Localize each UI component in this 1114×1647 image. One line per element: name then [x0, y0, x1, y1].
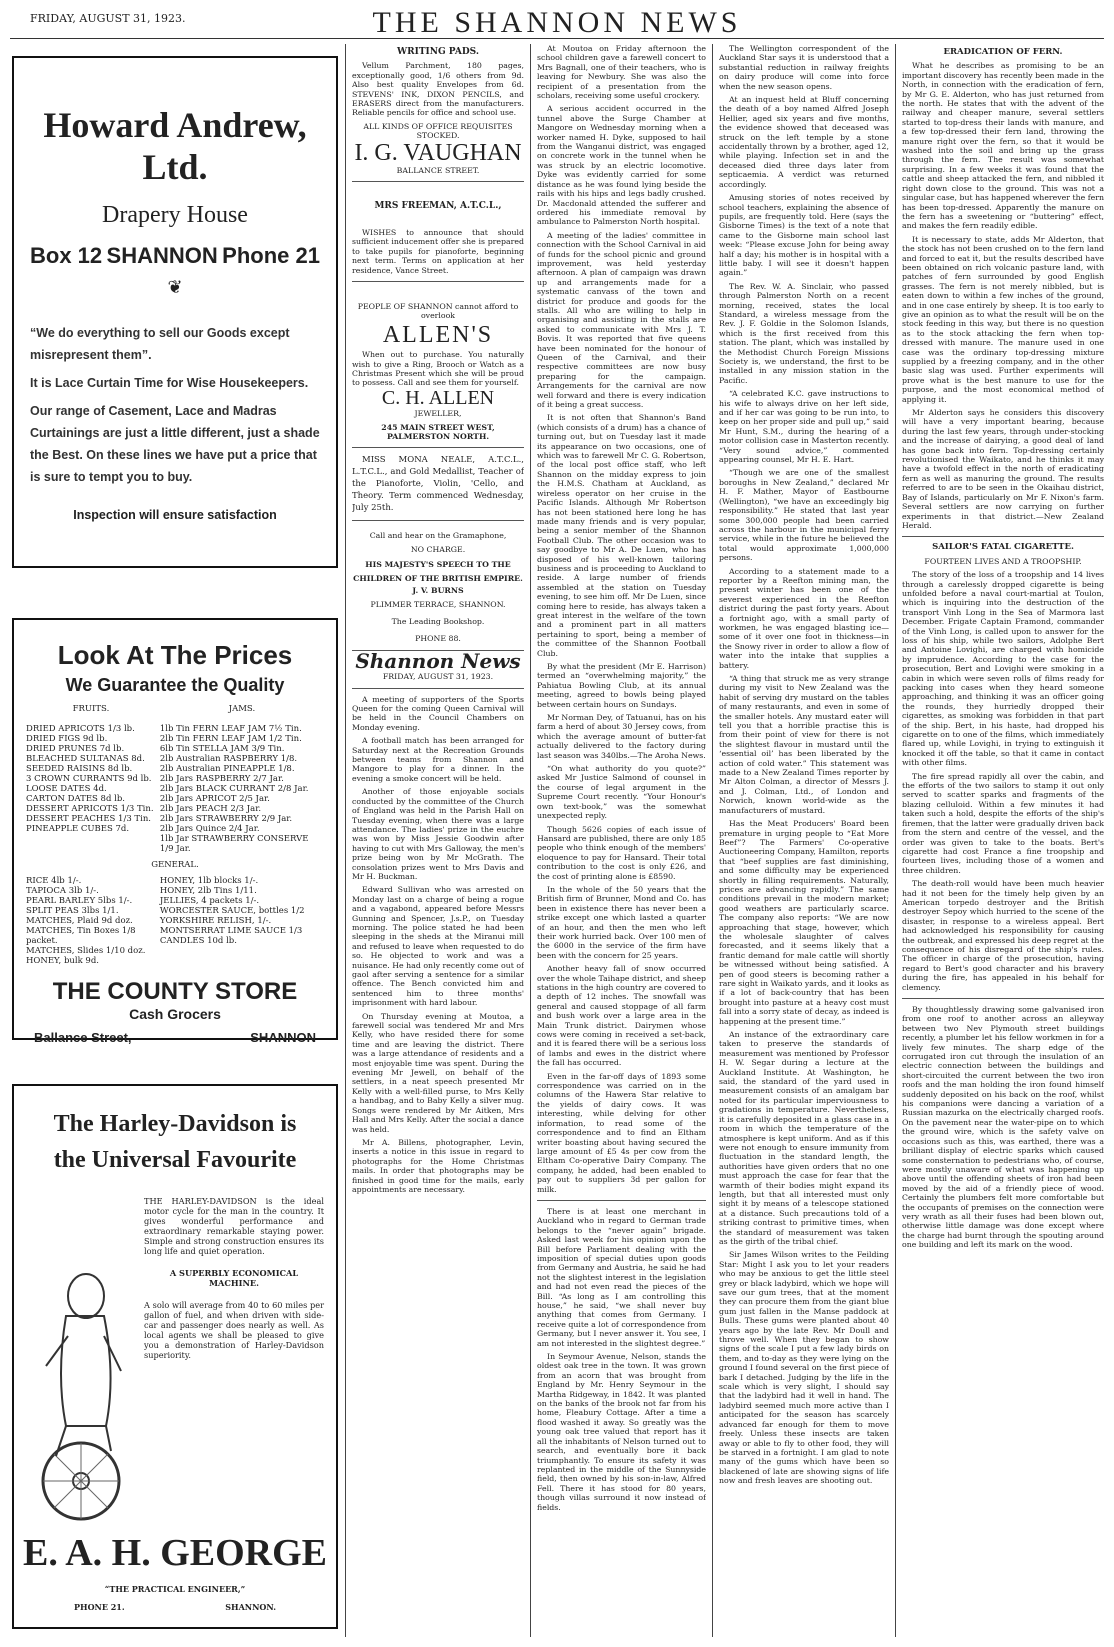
news-item: The Rev. W. A. Sinclair, who passed through Palmerston North on a recent morning, received, states the local Standard, a wireless message from the Rev. J. F. Goldie in the Solomon Islands, which is the first received from this station. The plant, which was installed by the Methodist Church Foreign Missions Society is, we understand, the first to be installed in any mission station in the Pacific.	[719, 281, 889, 385]
news-item: The death-roll would have been much heavier had it not been for the timely help given by an American torpedo destroyer and the British destroyer Sepoy which hurried to the scene of the disaster, in response to a wireless appeal. Bert had acknowledged his responsibility for causing the outbreak, and expressed his deep regret at the consequence of his disregard of the ship's rules. The officer in charge of the prosecution, having regard to Bert's good character and his bravery during the fire, has appealed in his behalf for clemency.	[902, 879, 1104, 992]
news-item: At an inquest held at Bluff concerning the death of a boy named Alfred Joseph Hellier, aged six years and five months, the evidence showed that deceased was struck on the left temple by a stone accidentally thrown by a brother, aged 12, while playing. Infection set in and the deceased died three days later from septicaemia. A verdict was returned accordingly.	[719, 95, 889, 189]
howard-quote: “We do everything to sell our Goods except misrepresent them”.	[30, 326, 290, 362]
county-store-name: THE COUNTY STORE	[52, 978, 298, 1005]
list-item: YORKSHIRE RELISH, 1/-.	[159, 916, 272, 926]
news-item: It is not often that Shannon's Band (which consists of a drum) has a chance of turning out, but on Tuesday last it made its appearance on two occasions, one of which was to farewell Mr C. G. Robertson, of the local post office staff, who left Shannon on the midday express to join the H.M.S. Chatham at Auckland, as wireless operator on her cruise in the Pacific Islands. Although Mr Robertson has not been stationed here long he has made many friends and is very popular, being a senior member of the Shannon Football Club. The other occasion was to say goodbye to Mr A. De Luen, who has disposed of his well-known tailoring business and is proceeding to Auckland to reside. A large number of friends assembled at the station on Tuesday evening, to see him off. Mr De Luen, since coming here to reside, has always taken a great interest in the welfare of the town and a prominent part in all matters pertaining to sport, being a member of the committee of the Shannon Football Club.	[537, 413, 706, 658]
news-item: What he describes as promising to be an important discovery has recently been made in the North, in connection with the eradication of fern, by Mr G. E. Alderton, who has just returned from the north. He states that with the advent of the railway and cheaper manure, several settlers started to top-dress their lands with manure, and a few top-dressed their fern land, throwing the manure right over the fern, so that it would be washed into the soil and bring up the grass through the fern. The result was somewhat surprising. In a few weeks it was found that the cattle and sheep attacked the fern, and nibbled it right down close to the ground. This was not a singular case, but has happened wherever the fern has been top-dressed. Apparently the manure on the fern has a sweetening or “buttering” effect, and makes the fern readily edible.	[902, 61, 1104, 231]
news-item: On Thursday evening at Moutoa, a farewell social was tendered Mr and Mrs Kelly, who have resided there for some time and are leaving the district. There was a large attendance of residents and a most enjoyable time was spent. During the evening Mr Jewell, on behalf of the settlers, in a neat speech presented Mr Kelly with a well-filled purse, to Mrs Kelly a handbag, and to Baby Kelly a silver mug. Songs were rendered by Mr Aitken, Mrs Hall and Mrs Kelly. After the social a dance was held.	[352, 1011, 524, 1134]
list-item: BLEACHED SULTANAS 8d.	[26, 754, 145, 764]
allen-body: When out to purchase. You naturally wish to give a Ring, Brooch or Watch as a Christmas Present which she will be proud to possess. Call and see them for yourself.	[352, 350, 524, 388]
harley-phone: PHONE 21.	[74, 1602, 125, 1612]
county-town: SHANNON	[250, 1030, 316, 1045]
news-item: Has the Meat Producers' Board been premature in urging people to “Eat More Beef”? The Farmers' Co-operative Auctioneering Company, Hamilton, reports that “beef supplies are fast diminishing, and some difficulty may be experienced shortly in filling requirements. Naturally, prices are advancing rapidly.” The same conditions prevail in the modern market; good weathers are particularly scarce. The company also reports: “We are now approaching that stage, however, which the wholesale slaughter of calves forecasted, and it seems likely that a frantic demand for male cattle will shortly be witnessed without being satisfied. A pen of good steers is becoming rather a rare sight in Waikato yards, and it looks as if a lot of back-country that has been brought into pasture at a heavy cost must fall into a sorry state of decay, as indeed is happening at the present time.”	[719, 819, 889, 1026]
jams-head: JAMS.	[228, 704, 256, 714]
list-item: SEEDED RAISINS 8d lb.	[26, 764, 133, 774]
column-4	[719, 44, 889, 1637]
column-divider	[712, 44, 713, 1637]
allen-addr: 245 MAIN STREET WEST, PALMERSTON NORTH.	[381, 422, 495, 441]
news-item: Mr A. Billens, photographer, Levin, inserts a notice in this issue in regard to photographs for the Home Christmas mails. In order that photographs may be finished in good time for the mails, early appointments are necessary.	[352, 1137, 524, 1194]
howard-town: SHANNON	[106, 243, 218, 268]
harley-dealer: E. A. H. GEORGE	[22, 1532, 328, 1574]
list-item: 2lb Jars APRICOT 2/5 Jar.	[159, 794, 270, 804]
divider	[352, 447, 524, 448]
list-item: JELLIES, 4 packets 1/-.	[159, 896, 260, 906]
harley-solo: A solo will average from 40 to 60 miles per gallon of fuel, and when driven with side-car and passenger does nearly as well. As local agents we shall be pleased to give you a demonstration of Harley-Davidson superiority.	[144, 1300, 324, 1360]
news-item: The story of the loss of a troopship and 14 lives through a carelessly dropped cigarette is being unfolded before a naval court-martial at Toulon, which is inquiring into the destruction of the transport Vinh Long in the Sea of Marmora last December. Frigate Captain Framond, commander of the Vinh Long, is called upon to answer for the loss of his ship, while two sailors, Adolphe Bert and Antoine Lovighi, are charged with homicide by imprudence. According to the case for the prosecution, Bert and Lovighi were smoking in a cabin in which were seven rolls of films ready for packing into cases when they heard someone approaching, and thinking it was an officer going the rounds, they hurriedly dropped their cigarettes, as smoking was forbidden in that part of the ship. Bert, in his haste, had dropped his cigarette on to one of the films, which immediately flared up, while Lovighi, in trying to extinguish it knocked it off the table, so that it came in contact with other films.	[902, 570, 1104, 768]
divider	[352, 181, 524, 182]
news-item: There is at least one merchant in Auckland who in regard to German trade belongs to the “never again” brigade. Asked last week for his opinion upon the Bill before Parliament dealing with the imposition of special duties upon goods from Germany and Austria, he said he had not the slightest interest in the legislation and had not even read the pieces of the Bill. “As long as I am controlling this house,” he said, “we shall never buy anything that comes from Germany. I receive quite a lot of correspondence from Germany, but I never answer it. You see, I am not interested in the slightest degree.”	[537, 1206, 706, 1348]
news-item: Edward Sullivan who was arrested on Monday last on a charge of being a rogue and a vagabond, appeared before Messrs Gunning and Spencer, J.s.P., on Tuesday morning. The police stated he had been sleeping in the sheds at the Miranui mill and refused to leave when requested to do so. He objected to work and was a nuisance. He had only recently come out of gaol after serving a sentence for a similar offence. The Bench convicted him and sentenced him to three months' imprisonment with hard labour.	[352, 885, 524, 1008]
list-item: PINEAPPLE CUBES 7d.	[26, 824, 130, 834]
vaughan-street: BALLANCE STREET.	[396, 166, 480, 176]
list-item: 2lb Jars RASPBERRY 2/7 Jar.	[159, 774, 284, 784]
news-item: Another of those enjoyable socials conducted by the committee of the Church of England was held in the Parish Hall on Tuesday evening, when there was a large attendance. The ladies' prize in the euchre was won by Miss Jessie Goodwin after having to cut with Mrs Galloway, the men's prize being won by Mr McGrath. The consolation prizes went to Mrs Davis and Mr H. Buckman.	[352, 787, 524, 881]
list-item: DRIED APRICOTS 1/3 lb.	[26, 724, 135, 734]
column-5	[902, 44, 1104, 1637]
howard-contact	[30, 243, 320, 269]
nameplate: Shannon News	[355, 648, 521, 673]
county-grocers: Cash Grocers	[129, 1006, 221, 1022]
column-divider	[345, 44, 346, 1637]
gram-text: Call and hear on the Gramaphone,	[369, 531, 507, 541]
harley-town: SHANNON.	[225, 1602, 276, 1612]
fruits-jams-table	[24, 704, 326, 966]
neale-text: MISS MONA NEALE, A.T.C.L., L.T.C.L., and Gold Medallist, Teacher of the Pianoforte, Violin, 'Cello, and Theory. Term commenced Wednesday, July 25th.	[352, 455, 524, 514]
list-item: CARTON DATES 8d lb.	[26, 794, 125, 804]
list-item: 2lb Australian RASPBERRY 1/8.	[159, 754, 298, 764]
list-item: 2lb Jars STRAWBERRY 2/9 Jar.	[159, 814, 293, 824]
pads-head: WRITING PADS.	[397, 47, 479, 57]
freeman-head: MRS FREEMAN, A.T.C.L.,	[374, 201, 502, 212]
list-item: 1lb Tin FERN LEAF JAM 7½ Tin.	[159, 724, 302, 734]
news-item: In Seymour Avenue, Nelson, stands the oldest oak tree in the town. It was grown from an acorn that was brought from England by Mr. Henry Seymour in the Martha Ridgeway, in 1842. It was planted on the banks of the brook not far from his home, Fleabury Cottage. After a time a flood washed it away. So greatly was the young oak tree valued that report has it all the inhabitants of Nelson turned out to search, and eventually bore it back triumphantly. To ensure its safety it was replanted in the middle of the Sunnyside field, then owned by his son-in-law, Alfred Fell. There it has stood for 80 years, though villas surround it now instead of fields.	[537, 1352, 706, 1512]
vaughan-name: I. G. VAUGHAN	[354, 139, 522, 166]
sailor-head: SAILOR'S FATAL CIGARETTE.	[932, 542, 1074, 553]
column-3	[537, 44, 706, 1637]
howard-andrew-ad	[12, 56, 338, 568]
news-item: In the whole of the 50 years that the British firm of Brunner, Mond and Co. has been in existence there has never been a strike except one which lasted a quarter of an hour, and then the men who left their work hurried back. Over 100 men of the 6000 in the service of the firm have been with the concern for 25 years.	[537, 884, 706, 960]
news-item: It is necessary to state, adds Mr Alderton, that the stock has not been crushed on to the fern land and forced to eat it, but the results described have been obtained on rich volcanic pasture land, with patches of fern surrounded by good English grasses. The fern is not merely nibbled, but is eaten down to within a few inches of the ground, and in one case entirely by sheep. It is too early to give an opinion as to what the result will be on the stock feeding in this way, but there is no question as to the stock attacking the fern when top-dressed with manure. The manure used in one case was the ordinary top-dressing mixture supplied by a freezing company, and in the other basic slag was used. Further experiments will prove what is the best manure to use for the purpose, and the most economical method of applying it.	[902, 234, 1104, 404]
county-title: Look At The Prices	[57, 640, 293, 670]
list-item: 2lb Australian PINEAPPLE 1/8.	[159, 764, 295, 774]
sailor-sub: FOURTEEN LIVES AND A TROOPSHIP.	[924, 556, 1082, 566]
list-item: 2lb Jars PEACH 2/3 Jar.	[159, 804, 262, 814]
news-item: By thoughtlessly drawing some galvanised iron from one roof to another across an alleyway between two Nev Plymouth street buildings recently, a plumber let his fellow workmen in for a lively few minutes. The sharp edge of the corrugated iron cut through the insulation of an electric connection between the buildings and short-circuited the current between the two iron roofs and the man holding the iron found himself suddenly deposited on his back on the roof, whilst his companions were dancing a variation of a Russian mazurka on the electrically charged roofs. On the pavement near the water-pipe on to which the ground wire, which is the safety valve on occasions such as this, was earthed, there was a brilliant display of electric sparks which caused some consternation to pedestrians who, of course, were mostly unaware of what was happening up above until the offending sheets of iron had been moved by the aid of a friendly piece of wood. Certainly the plumbers felt more comfortable but the occupants of premises on the connection were very wrath as all their fuses had been blown out, otherwise little damage was done except where the charge had burnt through the spouting around one building and left its mark on the wood.	[902, 1005, 1104, 1250]
no-charge: NO CHARGE.	[410, 544, 466, 554]
list-item: 6lb Tin STELLA JAM 3/9 Tin.	[159, 744, 285, 754]
news-item: Sir James Wilson writes to the Feilding Star: Might I ask you to let your readers who may be anxious to get the little steel grey or black ladybird, which we hope will save our gum trees, that at the moment they can procure them from the giant blue gum just fallen in the Manse paddock at Bulls. These gums were planted about 40 years ago by the late Rev. Mr Doull and throve well. When they began to show signs of the scale I put a few lady birds on them, and to-day as they were lying on the ground I found several on the first piece of bark I detached. Judging by the life in the scale which is very slight, I should say that the ladybird had it well in hand. The ladybird seemed much more active than I anticipated for the season has scarcely advanced far enough for them to move freely. Unless these insects are taken away or able to fly to other food, they will be starved in a fortnight. I am glad to note many of the gums which have been so blackened of late are showing signs of life now and fresh leaves are shooting out.	[719, 1250, 889, 1486]
news-item: Mr Norman Dey, of Tatuanui, has on his farm a herd of about 30 Jersey cows, from which the average amount of butter-fat actually delivered to the factory during last season was 340lbs.—The Aroha News.	[537, 713, 706, 760]
list-item: HONEY, 1lb blocks 1/-.	[159, 876, 259, 886]
bookshop-phone: PHONE 88.	[415, 634, 461, 644]
list-item: WORCESTER SAUCE, bottles 1/2	[159, 906, 305, 916]
list-item: HONEY, bulk 9d.	[26, 956, 99, 966]
county-sub: We Guarantee the Quality	[65, 675, 285, 695]
county-store-ad	[12, 618, 338, 1045]
list-item: 2lb Jars Quince 2/4 Jar.	[159, 824, 260, 834]
news-item: Another heavy fall of snow occurred over the whole Taihape district, and sheep stations in the high country are covered to a depth of 12 inches. The snowfall was general and caused stoppage of all farm and bush work over a large area in the Main Trunk district. Dairymen whose cows were coming in received a set-back, and it is feared there will be a serious loss of lambs and ewes in the district where the fall has occurred.	[537, 964, 706, 1068]
list-item: MATCHES, Tin Boxes 1/8 packet.	[26, 926, 136, 946]
pads-text: Vellum Parchment, 180 pages, exceptionally good, 1/6 others from 9d. Also best quality Envelopes from 6d. STEVENS' INK, DIXON PENCILS, and ERASERS direct from the manufacturers. Reliable pencils for office and school use.	[352, 61, 524, 118]
list-item: 2lb Jars BLACK CURRANT 2/8 Jar.	[159, 784, 309, 794]
column-divider	[530, 44, 531, 1637]
news-item: “Though we are one of the smallest boroughs in New Zealand,” declared Mr H. F. Mather, Mayor of Eastbourne (Wellington), “we have an exceedingly big responsibility.” He stated that last year some 300,000 people had been carried across the harbour in the municipal ferry service, while in the future he believed the total would approximate 1,000,000 persons.	[719, 468, 889, 563]
divider	[902, 998, 1104, 999]
news-item: A serious accident occurred in the tunnel above the Surge Chamber at Mangore on Wednesday morning when a worker named H. Dyke, supposed to hail from the Wanganui district, was engaged on concrete work in the tunnel when he was struck by an electric locomotive. Dyke was evidently carried for some distance as he was found lying beside the rails with his hips and legs badly crushed. Dr. Macdonald attended the sufferer and ordered his immediate removal by ambulance to Palmerston North hospital.	[537, 104, 706, 227]
news-item: According to a statement made to a reporter by a Reefton mining man, the present winter has been one of the severest experienced in the Reefton district during the past forty years. About a fortnight ago, with a small party of workmen, he was engaged blasting ice—some of it over one foot in thickness—in the Snowy river in order to allow a flow of water into the intake that supplies a battery.	[719, 566, 889, 670]
allens-title: ALLEN'S	[382, 321, 494, 348]
allen-job: JEWELLER,	[414, 409, 462, 419]
list-item: MONTSERRAT LIME SAUCE 1/3	[159, 926, 303, 936]
list-item: SPLIT PEAS 3lbs 1/1.	[26, 906, 119, 916]
list-item: CANDLES 10d lb.	[159, 936, 237, 946]
harley-davidson-ad	[12, 1084, 338, 1629]
harley-body: THE HARLEY-DAVIDSON is the ideal motor cycle for the man in the country. It gives wonderful performance and extraordinary remarkable staying power. Simple and strong construction ensures its long life and quiet operation.	[144, 1196, 324, 1256]
nameplate-date: FRIDAY, AUGUST 31, 1923.	[382, 672, 494, 682]
list-item: 1lb Jar STRAWBERRY CONSERVE 1/9 Jar.	[159, 834, 309, 854]
news-item: “A celebrated K.C. gave instructions to his wife to always drive on her left side, and if her car was going to be run into, to keep on her proper side and pull up,” said Mr Hunt, S.M., during the hearing of a motor collision case in Masterton recently. “Very sound advice,” commented appearing counsel, Mr H. E. Hart.	[719, 389, 889, 465]
news-item: “A thing that struck me as very strange during my visit to New Zealand was the habit of serving dry mustard on the tables of many restaurants, and even in some of the smaller hotels. Any mustard eater will tell you that a horrible practise this is from their point of view for there is not the slightest flavour in mustard until the ‘essential oil’ has been liberated by the action of cold water.” This statement was made to a New Zealand Times reporter by Mr Alton Colman, a director of Messrs J. and J. Colman, Ltd., of London and Norwich, known world-wide as the manufacturers of mustard.	[719, 674, 889, 815]
column-divider	[895, 44, 896, 1637]
news-item: The Wellington correspondent of the Auckland Star says it is understood that a substantial reduction in railway freights on dairy produce will come into force when the new season opens.	[719, 44, 889, 91]
list-item: 2lb Tin FERN LEAF JAM 1/2 Tin.	[159, 734, 302, 744]
bookshop-text: The Leading Bookshop.	[391, 617, 485, 626]
news-item: “On what authority do you quote?” asked Mr Justice Salmond of counsel in the course of legal argument in the Supreme Court recently. “Your Honour's own text-book,” was the somewhat unexpected reply.	[537, 764, 706, 821]
news-item: The fire spread rapidly all over the cabin, and the efforts of the two sailors to stamp it out only served to scatter sparks and fragments of the blazing celluloid. Within a few minutes it had taken such a hold, despite the efforts of the ship's firemen, that the latter were gradually driven back from the stern and centre of the vessel, and the order was given to take to the boats. Bert's cigarette had cost France a fine troopship and fourteen lives, including those of a women and three children.	[902, 771, 1104, 875]
news-item: A meeting of the ladies' committee in connection with the School Carnival in aid of funds for the school picnic and ground improvement, was held yesterday afternoon. A plan of campaign was drawn up and arrangements made for a systematic canvass of the town and district for produce and goods for the stalls. All who are willing to help in organising and assisting in the stalls are asked to communicate with Mrs J. T. Bovis. It was reported that five queens have been nominated for the honour of Queen of the Carnival, and their respective committees are now busy preparing for the campaign. Arrangements for the carnival are now well forward and there is every indication of it being a great success.	[537, 230, 706, 410]
howard-lace: It is Lace Curtain Time for Wise Housekeepers.	[30, 376, 309, 390]
freeman-text: WISHES to announce that should sufficient inducement offer she is prepared to take pupils for pianoforte, beginning next term. Terms on application at her residence, Vance Street.	[352, 227, 524, 275]
howard-box: Box 12	[30, 243, 103, 268]
howard-range: Our range of Casement, Lace and Madras Curtainings are just a little different, just a shade the Best. On these lines we have put a price that is sure to tempt you to buy.	[30, 404, 320, 484]
howard-sub: Drapery House	[102, 202, 248, 228]
divider	[352, 281, 524, 282]
howard-name: Howard Andrew, Ltd.	[43, 105, 307, 187]
list-item: 3 CROWN CURRANTS 9d lb.	[26, 774, 152, 784]
news-item: An instance of the extraordinary care taken to preserve the standards of measurement was mentioned by Professor H. W. Segar during a lecture at the Auckland Institute. At Washington, he said, the standard of the yard used in measurement consists of an amalgam bar noted for its particular imperviousness to gradations in temperature. Nevertheless, it is carefully deposited in a glass case in a room in which the temperature of the atmosphere is kept uniform. And as if this were not enough to ensure immunity from fluctuation in the standard length, the authorities have given orders that no one must approach the case for fear that the warmth of their bodies might expand its length, but that all interested must only sight it by means of a telescope stationed at a distance. Such precautions told of a striking contrast to primitive times, when the standard of measurement was taken as the girth of the tribal chief.	[719, 1030, 889, 1246]
motorcycle-rider-icon	[26, 1256, 126, 1526]
harley-contact	[74, 1602, 276, 1612]
news-item: Though 5626 copies of each issue of Hansard are published, there are only 185 people who think enough of the members' eloquence to pay for Hansard. Their total contribution to the cost is only £26, and the cost of printing alone is £8590.	[537, 824, 706, 881]
issue-date: FRIDAY, AUGUST 31, 1923.	[30, 12, 186, 25]
howard-inspect: Inspection will ensure satisfaction	[73, 508, 277, 522]
divider	[902, 536, 1104, 537]
county-street: Ballance Street,	[34, 1030, 132, 1045]
list-item: MATCHES, Plaid 9d doz.	[26, 916, 133, 926]
divider	[537, 1200, 706, 1201]
list-item: DESSERT PEACHES 1/3 Tin.	[26, 814, 151, 824]
list-item: DESSERT APRICOTS 1/3 Tin.	[26, 804, 154, 814]
list-item: HONEY, 2lb Tins 1/11.	[159, 886, 257, 896]
fruits-head: FRUITS.	[72, 704, 110, 714]
list-item: DRIED PRUNES 7d lb.	[26, 744, 125, 754]
burns-name: J. V. BURNS	[412, 586, 464, 596]
harley-tag: “THE PRACTICAL ENGINEER,”	[104, 1584, 246, 1594]
allen-name: C. H. ALLEN	[381, 386, 495, 409]
masthead-rule	[10, 38, 1104, 39]
office-text: ALL KINDS OF OFFICE REQUISITES STOCKED.	[363, 121, 513, 141]
news-item: A meeting of supporters of the Sports Queen for the coming Queen Carnival will be held in the Council Chambers on Monday evening.	[352, 694, 524, 732]
allen-pre: PEOPLE OF SHANNON cannot afford to overlook	[357, 301, 519, 321]
list-item: PEARL BARLEY 5lbs 1/-.	[26, 896, 133, 906]
general-head: GENERAL.	[151, 860, 199, 870]
column-2	[352, 44, 524, 1637]
harley-title: The Harley-Davidson is the Universal Favourite	[53, 1111, 297, 1173]
news-item: A football match has been arranged for Saturday next at the Recreation Grounds between teams from Shannon and Mangore to play for a dinner. In the evening a smoke concert will be held.	[352, 736, 524, 783]
divider	[352, 688, 524, 689]
plimmer-text: PLIMMER TERRACE, SHANNON.	[370, 599, 506, 609]
list-item: LOOSE DATES 4d.	[26, 784, 107, 794]
masthead-title: THE SHANNON NEWS	[372, 6, 742, 39]
news-item: Mr Alderton says he considers this discovery will have a very important bearing, because during the last few years, through under-stocking and the increase of dairying, a good deal of land has gone back into fern. Top-dressing certainly revolutionised the Waikato, and he thinks it may have a twofold effect in the north of eradicating fern as well as manuring the ground. The results referred to are to be seen in the Okaihau district, Bay of Islands, particularly on Mr F. Nixon's farm. Several settlers are now carrying on further experiments in that district.—New Zealand Herald.	[902, 408, 1104, 530]
news-item: By what the president (Mr E. Harrison) termed an “overwhelming majority,” the Pahiatua Bowling Club, at its annual meeting, agreed to bowls being played between certain hours on Sundays.	[537, 662, 706, 709]
county-address	[24, 1030, 326, 1045]
fern-head: ERADICATION OF FERN.	[943, 47, 1063, 57]
speech-text: HIS MAJESTY'S SPEECH TO THE CHILDREN OF THE BRITISH EMPIRE.	[353, 560, 523, 584]
news-item: Even in the far-off days of 1893 some correspondence was carried on in the columns of the Hawera Star relative to the yields of dairy cows. It was interesting, while delving for other information, to read some of the correspondence and to find an Eltham writer boasting about having secured the large amount of £5 4s per cow from the Eltham Co-operative Dairy Company. The company, he added, had been enabled to pay out to suppliers 3d per gallon for milk.	[537, 1071, 706, 1194]
ornament-icon: ❦	[167, 277, 183, 298]
list-item: TAPIOCA 3lb 1/-.	[26, 886, 99, 896]
news-item: Amusing stories of notes received by school teachers, explaining the absence of pupils, are frequently told. Here (says the Gisborne Times) is the text of a note that came to the Gisborne main school last week: “Please excuse John for being away half a day; his mother is in hospital with a little baby. I will see it doesn't happen again.”	[719, 193, 889, 278]
howard-phone: Phone 21	[222, 243, 320, 268]
divider	[352, 520, 524, 521]
list-item: MATCHES, Slides 1/10 doz.	[26, 946, 146, 956]
list-item: RICE 4lb 1/-.	[26, 876, 82, 886]
list-item: DRIED FIGS 9d lb.	[26, 734, 108, 744]
news-item: At Moutoa on Friday afternoon the school children gave a farewell concert to Mrs Bagnall, one of their teachers, who is leaving for Newbury. She was also the recipient of a presentation from the scholars, receiving some useful crockery.	[537, 44, 706, 101]
harley-econ: A SUPERBLY ECONOMICAL MACHINE.	[169, 1268, 299, 1288]
